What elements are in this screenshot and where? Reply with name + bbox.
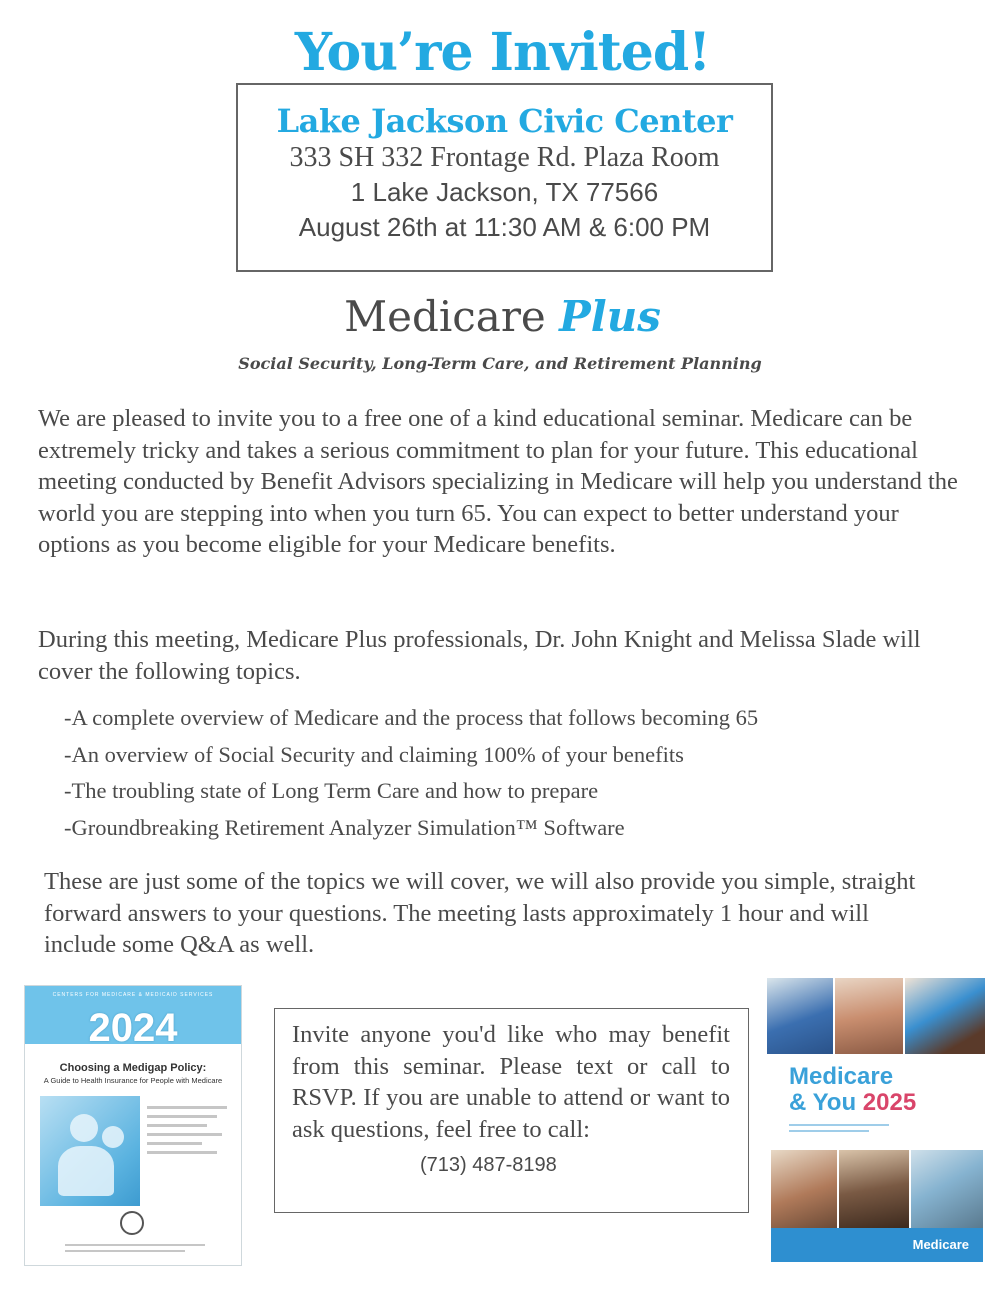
booklet-year: 2024	[88, 1006, 178, 1050]
invitation-headline: You’re Invited!	[294, 22, 711, 83]
medicare-logo: Medicare	[912, 1237, 969, 1252]
venue-box	[236, 83, 773, 272]
rsvp-phone-number[interactable]: (713) 487-8198	[420, 1154, 557, 1176]
booklet-subtitle: A Guide to Health Insurance for People with Medicare	[43, 1076, 223, 1085]
speakers-paragraph: During this meeting, Medicare Plus professionals, Dr. John Knight and Melissa Slade will cover the following topics.	[38, 626, 921, 685]
medigap-booklet-cover	[24, 985, 242, 1266]
rsvp-message: Invite anyone you'd like who may benefit from this seminar. Please text or call to RSVP. If you are unable to attend or want to ask questions, feel free to call:	[292, 1021, 730, 1143]
handbook-title-prefix: & You	[789, 1089, 857, 1116]
closing-paragraph: These are just some of the topics we will cover, we will also provide you simple, straight forward answers to your questions. The meeting lasts approximately 1 hour and will include some Q&A as well.	[44, 868, 916, 958]
booklet-header-band	[25, 986, 241, 1050]
brand-accent: Plus	[559, 292, 661, 341]
handbook-title	[789, 1064, 916, 1116]
booklet-photo	[40, 1096, 140, 1206]
handbook-footer-band	[771, 1228, 983, 1262]
handbook-top-photos	[767, 978, 985, 1054]
handbook-title-line1: Medicare	[789, 1063, 894, 1090]
venue-address-line1: 333 SH 332 Frontage Rd. Plaza Room	[289, 142, 720, 173]
venue-address-line2: 1 Lake Jackson, TX 77566	[350, 177, 659, 207]
event-date-time: August 26th at 11:30 AM & 6:00 PM	[298, 212, 711, 242]
brand-name: Medicare	[344, 292, 546, 341]
rsvp-box	[274, 1008, 749, 1213]
booklet-agency: CENTERS FOR MEDICARE & MEDICAID SERVICES	[52, 992, 214, 998]
booklet-title: Choosing a Medigap Policy:	[59, 1062, 207, 1074]
handbook-year: 2025	[862, 1089, 917, 1116]
hhs-seal-icon	[120, 1211, 144, 1235]
topics-list	[64, 702, 758, 848]
venue-name: Lake Jackson Civic Center	[276, 102, 733, 140]
brand-title	[0, 292, 1005, 341]
brand-tagline: Social Security, Long-Term Care, and Retirement Planning	[238, 354, 762, 373]
topic-item: -An overview of Social Security and claiming 100% of your benefits	[64, 741, 684, 767]
topic-item: -The troubling state of Long Term Care and how to prepare	[64, 778, 599, 803]
topic-item: -Groundbreaking Retirement Analyzer Simulation™ Software	[64, 814, 625, 840]
booklet-body-text	[147, 1106, 232, 1160]
topic-item: -A complete overview of Medicare and the process that follows becoming 65	[64, 705, 759, 730]
medicare-and-you-handbook-cover	[767, 978, 985, 1265]
handbook-subtitle-text	[789, 1124, 899, 1136]
intro-paragraph: We are pleased to invite you to a free one of a kind educational seminar. Medicare can be extremely tricky and takes a serious commitment to plan for your future. This educational meeting conducted by Benefit Advisors specializing in Medicare will help you understand the world you are stepping into when you turn 65. You can expect to better understand your options as you become eligible for your Medicare benefits.	[38, 405, 958, 558]
booklet-footer-text	[65, 1244, 205, 1256]
